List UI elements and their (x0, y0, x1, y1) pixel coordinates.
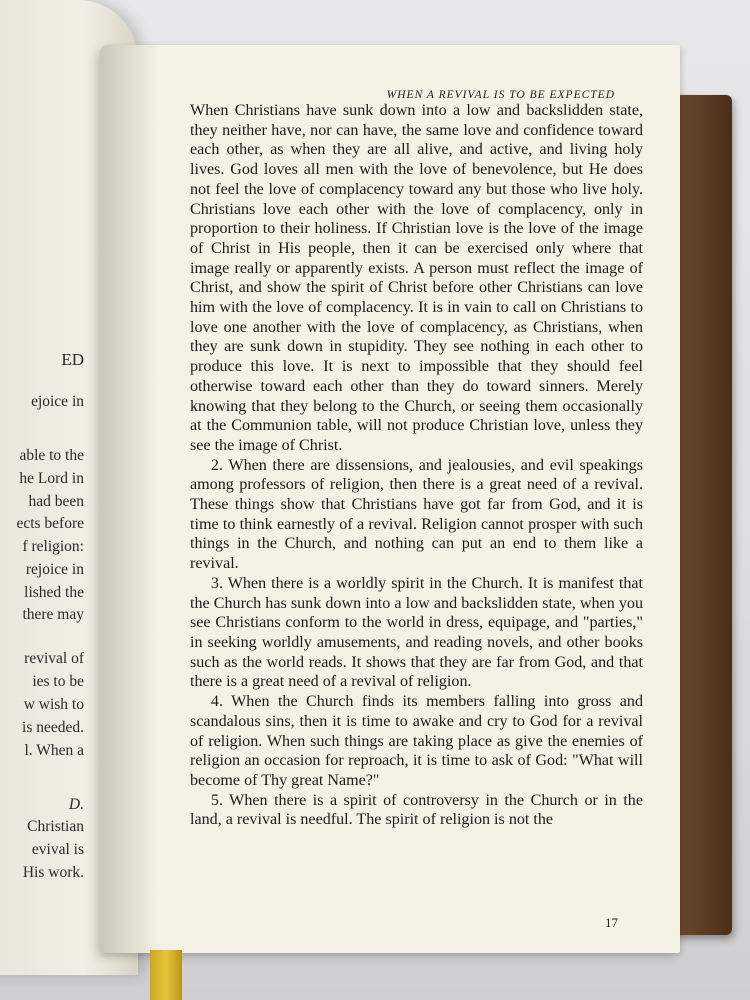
left-fragment: ects before (16, 515, 84, 532)
left-fragment: there may (22, 606, 84, 623)
paragraph: 2. When there are dissensions, and jealousies, and evil speakings among professors of religion, then there is a great need of a revival. These things show that Christians have got far from God, and it is time to think earnestly of a revival. Religion cannot prosper with such things in the Church, and nothing can put an end to them like a revival. (190, 456, 643, 573)
bookmark-ribbon (150, 950, 182, 1000)
left-fragment: ejoice in (31, 393, 84, 410)
left-fragment: ies to be (32, 673, 84, 690)
left-fragment: he Lord in (19, 470, 84, 487)
left-fragment: lished the (24, 584, 84, 601)
running-head: WHEN A REVIVAL IS TO BE EXPECTED (386, 89, 615, 101)
paragraph: When Christians have sunk down into a low and backslidden state, they neither have, nor can have, the same love and confidence toward each other, as when they are all alive, and active, and living holy lives. God loves all men with the love of benevolence, but He does not feel the love of complacency toward any but those who live holy. Christians love each other with the love of complacency, only in proportion to their holiness. If Christian love is the love of the image of Christ in His people, then it can be exercised only where that image really or apparently exists. A person must reflect the image of Christ, and show the spirit of Christ before other Christians can love him with the love of complacency. It is in vain to call on Christians to love one another with the love of complacency, as Christians, when they are sunk down in stupidity. They see nothing in each other to produce this love. It is next to impossible that they should feel otherwise toward each other than they do toward sinners. Merely knowing that they belong to the Church, or seeing them occasionally at the Communion table, will not produce Christian love, unless they see the image of Christ. (190, 102, 643, 454)
paragraph: 5. When there is a spirit of controversy in the Church or in the land, a revival is needful. The spirit of religion is not the (190, 791, 643, 829)
left-fragment: able to the (19, 447, 84, 464)
page-number: 17 (605, 915, 618, 930)
body-text (190, 101, 643, 830)
left-fragment: revival of (24, 650, 84, 667)
left-fragment: rejoice in (25, 561, 84, 578)
left-fragment: f religion: (22, 538, 84, 555)
left-fragment: is needed. (22, 719, 84, 736)
paragraph: 3. When there is a worldly spirit in the Church. It is manifest that the Church has sunk down into a low and backslidden state, when you see Christians conform to the world in dress, equipage, and "parties," in seeking worldly amusements, and reading novels, and other books such as the world reads. It shows that they are far from God, and that there is a great need of a revival of religion. (190, 574, 643, 691)
left-fragment: ED (61, 350, 84, 369)
left-fragment: His work. (22, 864, 84, 881)
left-fragment: w wish to (23, 696, 84, 713)
paragraph: 4. When the Church finds its members falling into gross and scandalous sins, then it is time to awake and cry to God for a revival of religion. When such things are taking place as give the enemies of religion an occasion for reproach, it is time to ask of God: "What will become of Thy great Name?" (190, 693, 643, 789)
left-fragment: D. (68, 796, 84, 813)
left-fragment: Christian (27, 818, 84, 835)
left-fragment: evival is (31, 841, 84, 858)
left-fragment: l. When a (24, 742, 84, 759)
gutter-shadow (100, 45, 160, 953)
right-page (100, 45, 680, 953)
left-fragment: had been (28, 493, 84, 510)
